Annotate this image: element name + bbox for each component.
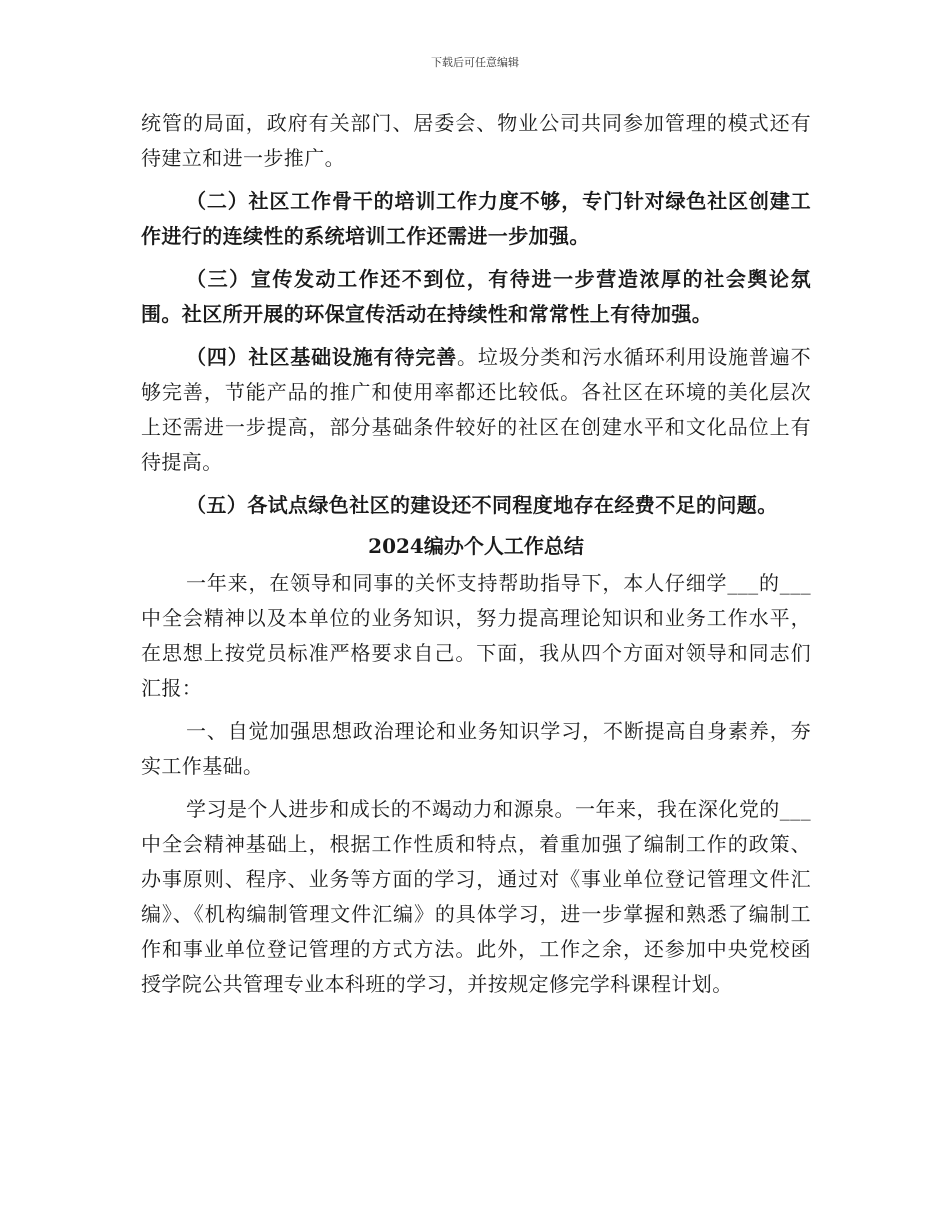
paragraph-issue-3: （三）宣传发动工作还不到位，有待进一步营造浓厚的社会舆论氛围。社区所开展的环保宣传活动在持续性和常常性上有待加强。 (141, 267, 811, 326)
paragraph-issue-4-text: 。垃圾分类和污水循环利用设施普遍不够完善，节能产品的推广和使用率都还比较低。各社区在环境的美化层次上还需进一步提高，部分基础条件较好的社区在创建水平和文化品位上有待提高。 (141, 345, 811, 474)
paragraph-continuation: 统管的局面，政府有关部门、居委会、物业公司共同参加管理的模式还有待建立和进一步推广。 (141, 111, 811, 170)
paragraph-section-1-heading: 一、自觉加强思想政治理论和业务知识学习，不断提高自身素养，夯实工作基础。 (141, 719, 811, 778)
paragraph-study: 学习是个人进步和成长的不竭动力和源泉。一年来，我在深化党的___中全会精神基础上，根据工作性质和特点，着重加强了编制工作的政策、办事原则、程序、业务等方面的学习，通过对《事业单位登记管理文件汇编》、《机构编制管理文件汇编》的具体学习，进一步掌握和熟悉了编制工作和事业单位登记管理的方式方法。此外，工作之余，还参加中央党校函授学院公共管理专业本科班的学习，并按规定修完学科课程计划。 (141, 797, 811, 996)
document-body (141, 106, 811, 1010)
paragraph-issue-4 (141, 340, 811, 480)
paragraph-intro: 一年来，在领导和同事的关怀支持帮助指导下，本人仔细学___的___中全会精神以及本单位的业务知识，努力提高理论知识和业务工作水平，在思想上按党员标准严格要求自己。下面，我从四个方面对领导和同志们汇报： (141, 571, 811, 700)
document-title: 2024编办个人工作总结 (368, 534, 584, 558)
paragraph-issue-4-lead: （四）社区基础设施有待完善 (186, 345, 458, 369)
page-header: 下载后可任意编辑 (431, 56, 519, 69)
paragraph-issue-2: （二）社区工作骨干的培训工作力度不够，专门针对绿色社区创建工作进行的连续性的系统培训工作还需进一步加强。 (141, 189, 811, 248)
paragraph-issue-5: （五）各试点绿色社区的建设还不同程度地存在经费不足的问题。 (186, 493, 778, 517)
